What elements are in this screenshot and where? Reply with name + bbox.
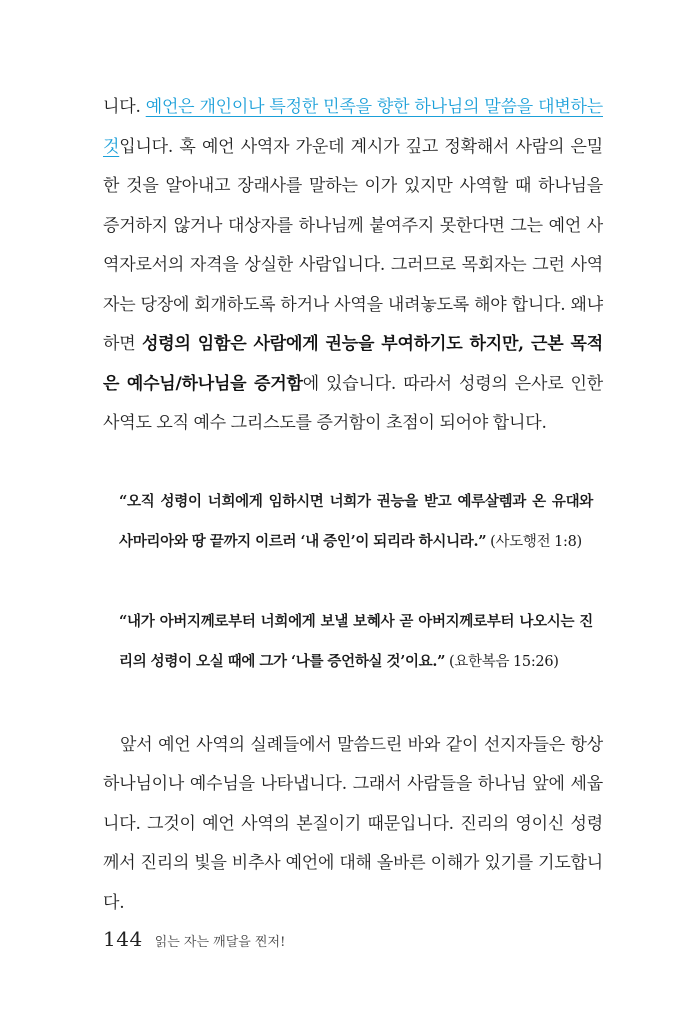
paragraph-2: 앞서 예언 사역의 실례들에서 말씀드린 바와 같이 선지자들은 항상 하나님이나 예수님을 나타냅니다. 그래서 사람들을 하나님 앞에 세웁니다. 그것이 예언 사역의 본질이기 때문입니다. 진리의 영이신 성령께서 진리의 빛을 비추사 예언에 대해 올바른 이해가 있기를 기도합니다. (103, 734, 603, 913)
paragraph-1-start: 니다. (103, 97, 146, 117)
page-footer (103, 927, 285, 951)
paragraph-1-end: 에 있습니다. 따라서 성령의 은사로 인한 사역도 오직 예수 그리스도를 증거함이 초점이 되어야 합니다. (103, 373, 603, 433)
running-title: 읽는 자는 깨달을 찐저! (154, 935, 286, 950)
quote-1-source: (사도행전 1:8) (486, 533, 582, 550)
page-number: 144 (103, 927, 143, 951)
quote-1-text: “오직 성령이 너희에게 임하시면 너희가 권능을 받고 예루살렘과 온 유대와 사마리아와 땅 끝까지 이르러 ‘내 증인’이 되리라 하시니라.” (119, 492, 593, 550)
quote-2-text: “내가 아버지께로부터 너희에게 보낼 보혜사 곧 아버지께로부터 나오시는 진리의 성령이 오실 때에 그가 ‘나를 증언하실 것’이요.” (119, 612, 593, 670)
page-body (103, 88, 603, 923)
quote-2-source: (요한복음 15:26) (445, 653, 559, 670)
bold-phrase: 성령의 임함은 사람에게 권능을 부여하기도 하지만, 근본 목적은 예수님/하나님을 증거함 (103, 334, 603, 394)
scripture-quote-acts (119, 482, 593, 562)
highlighted-phrase: 예언은 개인이나 특정한 민족을 향한 하나님의 말씀을 대변하는 것 (103, 97, 603, 157)
scripture-quote-john (119, 602, 593, 682)
paragraph-1 (103, 88, 603, 444)
paragraph-1-middle: 입니다. 혹 예언 사역자 가운데 계시가 깊고 정확해서 사람의 은밀한 것을 알아내고 장래사를 말하는 이가 있지만 사역할 때 하나님을 증거하지 않거나 대상자를 하나님께 붙여주지 못한다면 그는 예언 사역자로서의 자격을 상실한 사람입니다. 그러므로 목회자는 그런 사역자는 당장에 회개하도록 하거나 사역을 내려놓도록 해야 합니다. 왜냐하면 (103, 136, 603, 354)
